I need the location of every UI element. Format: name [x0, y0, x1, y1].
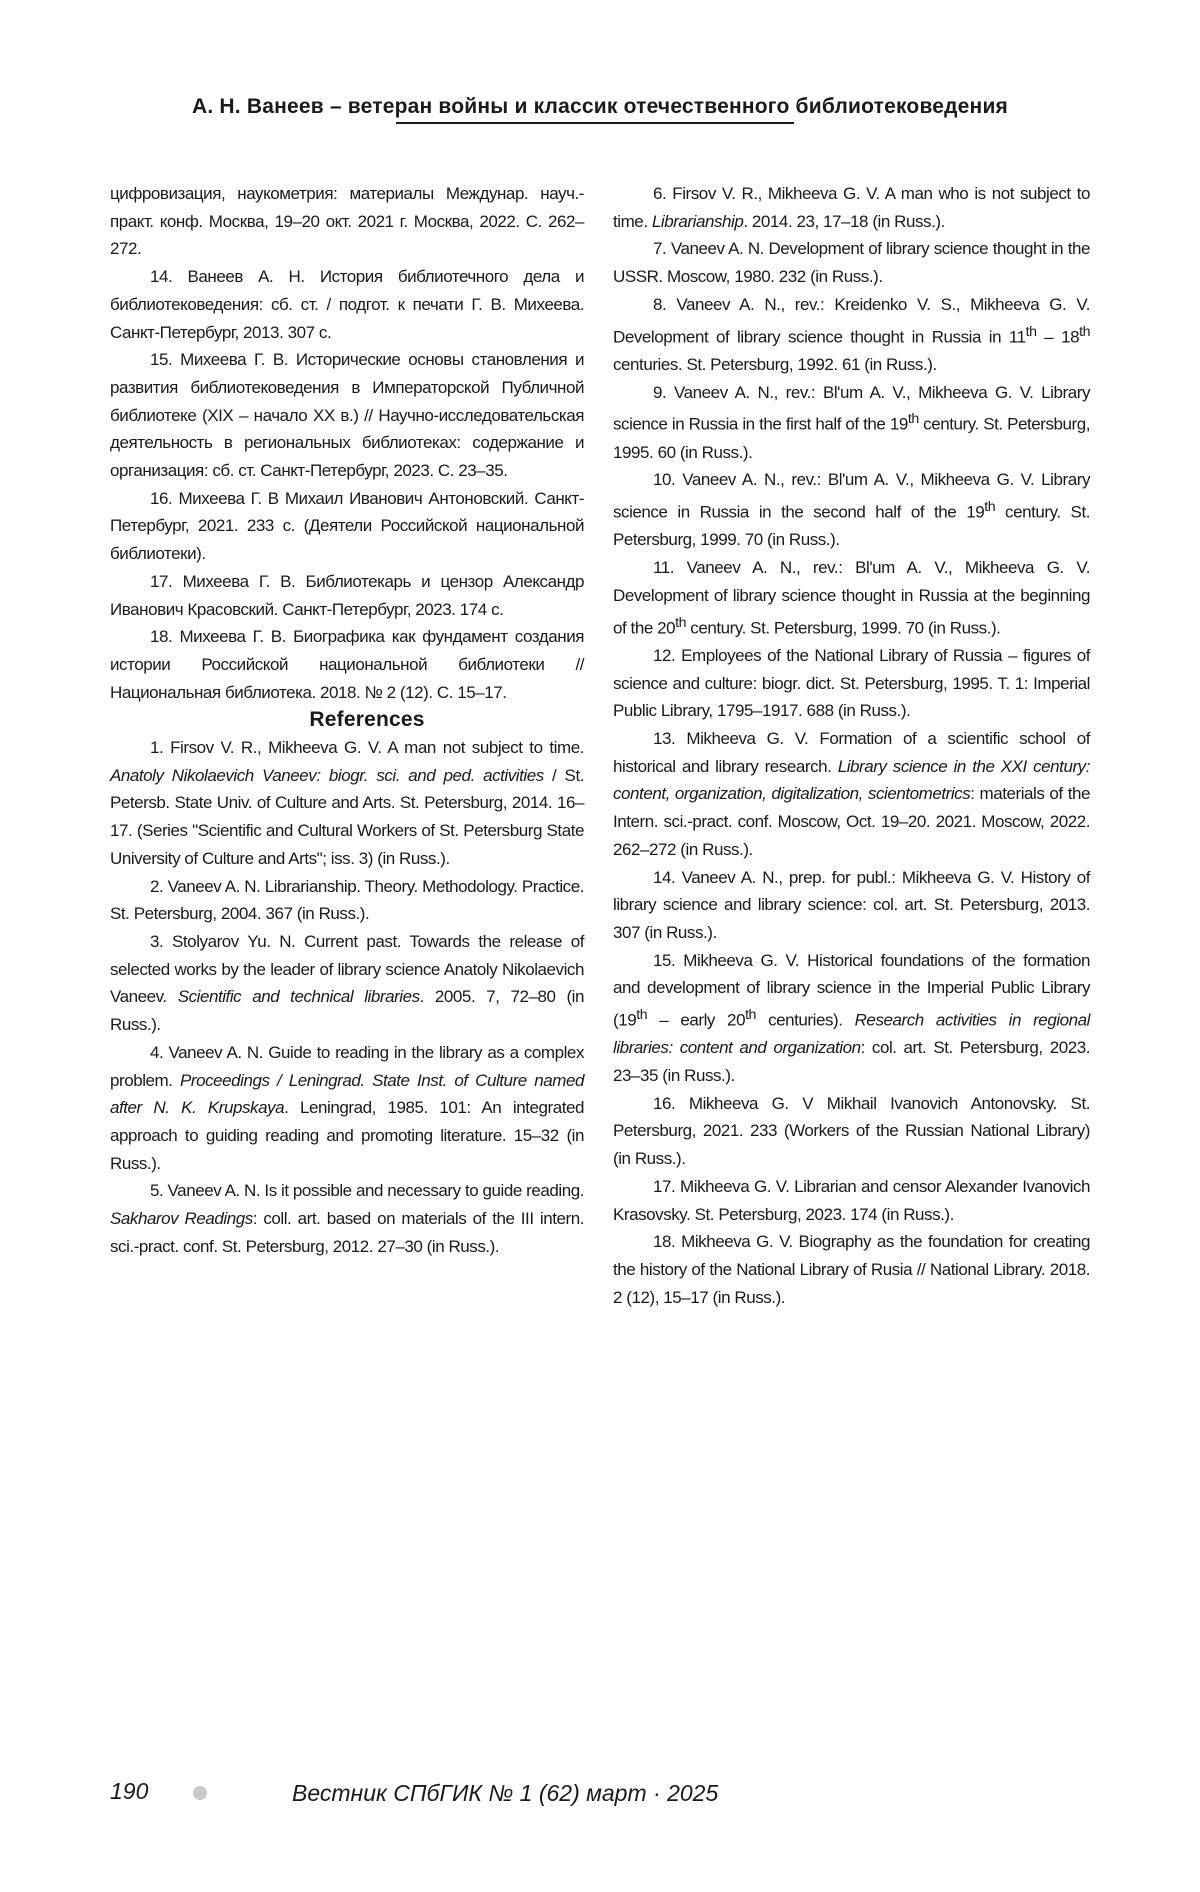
reference-item: 17. Mikheeva G. V. Librarian and censor Alexander Ivanovich Krasovsky. St. Petersburg, 2023. 174 (in Russ.). [613, 1176, 1090, 1224]
journal-title: Вестник СПбГИК № 1 (62) март · 2025 [292, 1780, 719, 1806]
reference-item: 16. Mikheeva G. V Mikhail Ivanovich Antonovsky. St. Petersburg, 2021. 233 (Workers of the Russian National Library) (in Russ.). [613, 1093, 1090, 1169]
reference-item: 14. Ванеев А. Н. История библиотечного дела и библиотековедения: сб. ст. / подгот. к печати Г. В. Михеева. Санкт-Петербург, 2013. 307 с. [110, 267, 584, 342]
reference-item: 18. Михеева Г. В. Биографика как фундамент создания истории Российской национальной библиотеки // Национальная библиотека. 2018. № 2 (12). С. 15–17. [110, 627, 584, 702]
header-underline [396, 122, 794, 124]
page-number: 190 [110, 1778, 149, 1804]
reference-item: 1. Firsov V. R., Mikheeva G. V. A man not subject to time. Anatoly Nikolaevich Vaneev: biogr. sci. and ped. activities / St. Petersb. State Univ. of Culture and Arts. St. Petersburg, 2014. 16–17. (Series "Scientific and Cultural Workers of St. Petersburg State University of Culture and Arts"; iss. 3) (in Russ.). [110, 738, 584, 868]
reference-item: 5. Vaneev A. N. Is it possible and necessary to guide reading. Sakharov Readings: coll. art. based on materials of the III intern. sci.-pract. conf. St. Petersburg, 2012. 27–30 (in Russ.). [110, 1181, 585, 1256]
reference-item: 11. Vaneev A. N., rev.: Bl'um A. V., Mikheeva G. V. Development of library science thought in Russia at the beginning of the 20th century. St. Petersburg, 1999. 70 (in Russ.). [613, 558, 1090, 638]
right-column [613, 180, 1090, 1311]
running-header: А. Н. Ванеев – ветеран войны и классик отечественного библиотековедения [191, 95, 1009, 118]
reference-item: 10. Vaneev A. N., rev.: Bl'um A. V., Mikheeva G. V. Library science in Russia in the second half of the 19th century. St. Petersburg, 1999. 70 (in Russ.). [613, 470, 1090, 550]
reference-item: 8. Vaneev A. N., rev.: Kreidenko V. S., Mikheeva G. V. Development of library science thought in Russia in 11th – 18th centuries. St. Petersburg, 1992. 61 (in Russ.). [613, 294, 1090, 374]
left-column [110, 180, 584, 1260]
reference-item: 2. Vaneev A. N. Librarianship. Theory. Methodology. Practice. St. Petersburg, 2004. 367 (in Russ.). [110, 876, 584, 924]
reference-item: цифровизация, наукометрия: материалы Междунар. науч.-практ. конф. Москва, 19–20 окт. 2021 г. Москва, 2022. С. 262–272. [110, 184, 584, 259]
reference-item: 6. Firsov V. R., Mikheeva G. V. A man who is not subject to time. Librarianship. 2014. 23, 17–18 (in Russ.). [613, 184, 1090, 231]
reference-item: 13. Mikheeva G. V. Formation of a scientific school of historical and library research. Library science in the XXI century: content, organization, digitalization, scientometrics: materials of the Intern. sci.-pract. conf. Moscow, Oct. 19–20. 2021. Moscow, 2022. 262–272 (in Russ.). [613, 728, 1090, 859]
reference-item: 17. Михеева Г. В. Библиотекарь и цензор Александр Иванович Красовский. Санкт-Петербург, 2023. 174 с. [110, 571, 584, 619]
reference-item: 12. Employees of the National Library of Russia – figures of science and culture: biogr. dict. St. Petersburg, 1995. T. 1: Imperial Public Library, 1795–1917. 688 (in Russ.). [613, 645, 1090, 721]
reference-item: 15. Михеева Г. В. Исторические основы становления и развития библиотековедения в Императорской Публичной библиотеке (XIX – начало XX в.) // Научно-исследовательская деятельность в региональных библиотеках: содержание и организация: сб. ст. Санкт-Петербург, 2023. С. 23–35. [110, 350, 584, 481]
reference-item: 7. Vaneev A. N. Development of library science thought in the USSR. Moscow, 1980. 232 (in Russ.). [613, 239, 1090, 287]
references-heading: References [309, 708, 425, 732]
bullet-dot-icon [193, 1786, 207, 1800]
reference-item: 15. Mikheeva G. V. Historical foundations of the formation and development of library science in the Imperial Public Library (19th – early 20th centuries). Research activities in regional libraries: content and organization: col. art. St. Petersburg, 2023. 23–35 (in Russ.). [613, 950, 1090, 1086]
page-footer [0, 1778, 1200, 1818]
reference-item: 18. Mikheeva G. V. Biography as the foundation for creating the history of the National Library of Rusia // National Library. 2018. 2 (12), 15–17 (in Russ.). [613, 1232, 1090, 1307]
reference-item: 14. Vaneev A. N., prep. for publ.: Mikheeva G. V. History of library science and library science: col. art. St. Petersburg, 2013. 307 (in Russ.). [613, 867, 1090, 942]
reference-item: 16. Михеева Г. В Михаил Иванович Антоновский. Санкт-Петербург, 2021. 233 с. (Деятели Российской национальной библиотеки). [110, 488, 584, 564]
reference-item: 3. Stolyarov Yu. N. Current past. Towards the release of selected works by the leader of library science Anatoly Nikolaevich Vaneev. Scientific and technical libraries. 2005. 7, 72–80 (in Russ.). [110, 931, 584, 1035]
reference-item: 9. Vaneev A. N., rev.: Bl'um A. V., Mikheeva G. V. Library science in Russia in the first half of the 19th century. St. Petersburg, 1995. 60 (in Russ.). [613, 382, 1090, 462]
reference-item: 4. Vaneev A. N. Guide to reading in the library as a complex problem. Proceedings / Leningrad. State Inst. of Culture named after N. K. Krupskaya. Leningrad, 1985. 101: An integrated approach to guiding reading and promoting literature. 15–32 (in Russ.). [110, 1042, 584, 1173]
